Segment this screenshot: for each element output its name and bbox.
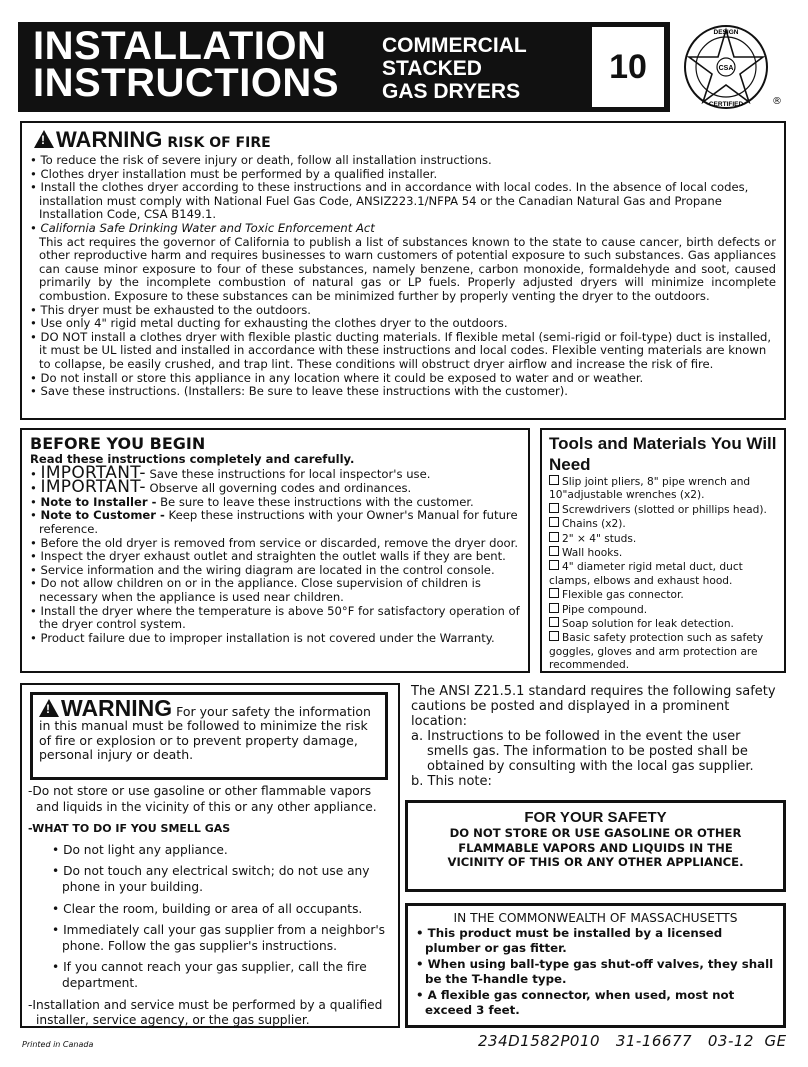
document-title (33, 24, 339, 105)
tools-item-text: Screwdrivers (slotted or phillips head). (562, 503, 767, 516)
before-bullet: • Inspect the dryer exhaust outlet and straighten the outlet walls if they are bent. (30, 550, 520, 564)
seal-center-text: CSA (718, 65, 734, 72)
warning-fire-title: WARNING (56, 127, 163, 152)
warning-triangle-icon (39, 699, 59, 717)
before-bullet: • Do not allow children on or in the appliance. Close supervision of children is necessary when the appliance is used near children. (30, 577, 520, 604)
tools-item-text: Slip joint pliers, 8" pipe wrench and 10"adjustable wrenches (x2). (549, 476, 751, 502)
checkbox-icon (549, 631, 559, 641)
checkbox-icon (549, 546, 559, 556)
before-lead: Read these instructions completely and carefully. (30, 452, 355, 466)
note-installer-text: Be sure to leave these instructions with the customer. (156, 494, 474, 509)
mass-title: IN THE COMMONWEALTH OF MASSACHUSETTS (453, 911, 738, 925)
smell-gas-bullet: • Immediately call your gas supplier from a neighbor's phone. Follow the gas supplier's instructions. (50, 923, 392, 954)
checkbox-icon (549, 475, 559, 485)
tools-item (549, 603, 777, 617)
tools-item (549, 588, 777, 602)
fire-bullet: • Use only 4" rigid metal ducting for exhausting the clothes dryer to the outdoors. (30, 317, 776, 331)
tools-item-text: Flexible gas connector. (562, 589, 684, 602)
gas-warning-rest-text: in this manual must be followed to minimize the risk of fire or explosion or to prevent property damage, personal injury or death. (39, 718, 368, 763)
gas-warning-text (39, 695, 379, 763)
ansi-item-b: b. This note: (411, 774, 492, 789)
warning-fire-content (30, 154, 776, 399)
safety-title: FOR YOUR SAFETY (524, 809, 667, 826)
tools-item-text: 2" × 4" studs. (562, 532, 637, 545)
tools-item (549, 546, 777, 560)
checkbox-icon (549, 588, 559, 598)
tools-item-text: Soap solution for leak detection. (562, 618, 734, 631)
document-code: 234D1582P010 31-16677 03-12 GE (478, 1032, 787, 1050)
fire-bullet: • Install the clothes dryer according to these instructions and in accordance with local codes. In the absence of local codes, installation must comply with National Fuel Gas Code, ANSIZ223.1/NFPA 54 or the Canadian Natural Gas and Propane Installation Code, CSA B149.1. (30, 181, 776, 222)
fire-bullet: • Clothes dryer installation must be performed by a qualified installer. (30, 168, 776, 182)
mass-bullet: • A flexible gas connector, when used, most not exceed 3 feet. (416, 988, 775, 1019)
tools-item-text: Pipe compound. (562, 603, 648, 616)
important-label: IMPORTANT- (40, 462, 146, 483)
safety-text: DO NOT STORE OR USE GASOLINE OR OTHER FLAMMABLE VAPORS AND LIQUIDS IN THE VICINITY OF THIS OR ANY OTHER APPLIANCE. (447, 826, 744, 870)
before-bullet: • Install the dryer where the temperature is above 50°F for satisfactory operation of the dryer control system. (30, 605, 520, 632)
important-text: Save these instructions for local inspector's use. (145, 466, 431, 481)
warning-fire-subtitle: RISK OF FIRE (167, 135, 271, 151)
title-line-2: INSTRUCTIONS (33, 61, 339, 105)
tools-item-text: Chains (x2). (562, 518, 626, 531)
tools-item (549, 631, 777, 672)
ansi-section (411, 684, 781, 789)
important-label: IMPORTANT- (40, 477, 146, 498)
note-customer-text: Keep these instructions with your Owner's Manual for future reference. (39, 508, 518, 536)
smell-gas-title: WHAT TO DO IF YOU SMELL GAS (32, 822, 231, 836)
smell-gas-bullet: • Clear the room, building or area of all occupants. (50, 902, 392, 918)
tools-item (549, 560, 777, 588)
important-text: Observe all governing codes and ordinances. (145, 481, 412, 496)
for-your-safety-box (405, 800, 786, 892)
gas-dash-2-text: Installation and service must be performed by a qualified installer, service agency, or the gas supplier. (32, 997, 383, 1028)
smell-gas-bullet: • Do not light any appliance. (50, 843, 392, 859)
tools-item-text: 4" diameter rigid metal duct, duct clamps, elbows and exhaust hood. (549, 561, 743, 587)
ansi-intro: The ANSI Z21.5.1 standard requires the following safety cautions be posted and displayed in a prominent location: (411, 684, 776, 729)
seal-top-text: DESIGN (713, 29, 739, 36)
checkbox-icon (549, 503, 559, 513)
mass-bullet: • This product must be installed by a licensed plumber or gas fitter. (416, 926, 775, 957)
tools-item (549, 532, 777, 546)
california-act-text: This act requires the governor of California to publish a list of substances known to the state to cause cancer, birth defects or other reproductive harm and requires businesses to warn customers of potential exposure to such substances. Gas appliances can cause minor exposure to four of these substances, namely benzene, carbon monoxide, formaldehyde and soot, caused primarily by the incomplete combustion of natural gas or LP fuels. Properly adjusted dryers will minimize incomplete combustion. Exposure to these substances can be minimized further by properly venting the dryer to the outdoors. (39, 234, 776, 303)
mass-list (416, 926, 775, 1018)
ansi-item-a: a. Instructions to be followed in the event the user smells gas. The information to be posted shall be obtained by consulting with the local gas supplier. (411, 729, 754, 774)
fire-bullet: • This dryer must be exhausted to the outdoors. (30, 304, 776, 318)
tools-list (549, 475, 777, 673)
fire-bullet: • To reduce the risk of severe injury or death, follow all installation instructions. (30, 154, 776, 168)
before-content (30, 453, 520, 645)
checkbox-icon (549, 560, 559, 570)
checkbox-icon (549, 532, 559, 542)
warning-triangle-icon (34, 130, 54, 148)
seal-bottom-text: CERTIFIED (708, 101, 744, 108)
design-certified-seal-icon (683, 22, 769, 112)
gas-instructions (28, 784, 392, 1029)
california-act-title: • California Safe Drinking Water and Toxic Enforcement Act (30, 222, 776, 236)
subtitle-line-2: STACKED (382, 57, 482, 80)
tools-item (549, 517, 777, 531)
tools-item (549, 503, 777, 517)
fire-bullet: • Do not install or store this appliance in any location where it could be exposed to water and or weather. (30, 372, 776, 386)
mass-bullet: • When using ball-type gas shut-off valves, they shall be the T-handle type. (416, 957, 775, 988)
tools-materials-box (540, 428, 786, 673)
document-subtitle (382, 34, 527, 103)
document-number: 10 (592, 27, 664, 107)
gas-warning-inner-box (30, 692, 388, 780)
note-customer-label: Note to Customer - (40, 508, 165, 523)
checkbox-icon (549, 603, 559, 613)
warning-fire-heading (34, 127, 776, 153)
tools-item-text: Wall hooks. (562, 547, 623, 560)
before-bullet: • Before the old dryer is removed from service or discarded, remove the dryer door. (30, 537, 520, 551)
printed-in-canada: Printed in Canada (22, 1040, 94, 1049)
before-title: BEFORE YOU BEGIN (30, 434, 206, 453)
gas-dash-2: -Installation and service must be performed by a qualified installer, service agency, or the gas supplier. (28, 997, 383, 1028)
before-bullet: • Product failure due to improper installation is not covered under the Warranty. (30, 632, 520, 646)
gas-warning-inline-text: For your safety the information (176, 704, 371, 719)
checkbox-icon (549, 617, 559, 627)
gas-dash-1-text: Do not store or use gasoline or other flammable vapors and liquids in the vicinity of this or any other appliance. (32, 784, 377, 814)
checkbox-icon (549, 517, 559, 527)
tools-item (549, 475, 777, 503)
smell-gas-bullet: • Do not touch any electrical switch; do not use any phone in your building. (50, 864, 392, 895)
gas-warning-title: WARNING (61, 695, 173, 721)
fire-bullet: • Save these instructions. (Installers: Be sure to leave these instructions with the customer). (30, 385, 776, 399)
title-line-1: INSTALLATION (33, 24, 327, 68)
smell-gas-bullet: • If you cannot reach your gas supplier, call the fire department. (50, 960, 392, 991)
gas-dash-1: -Do not store or use gasoline or other flammable vapors and liquids in the vicinity of this or any other appliance. (28, 784, 377, 814)
registered-mark: ® (772, 96, 782, 107)
subtitle-line-1: COMMERCIAL (382, 34, 527, 57)
fire-bullet: • DO NOT install a clothes dryer with flexible plastic ducting materials. If flexible metal (semi-rigid or foil-type) duct is installed, it must be UL listed and installed in accordance with these instructions and local codes. Flexible venting materials are known to collapse, be easily crushed, and trap lint. These conditions will obstruct dryer airflow and increase the risk of fire. (30, 331, 776, 372)
smell-gas-heading: -WHAT TO DO IF YOU SMELL GAS (28, 822, 231, 836)
subtitle-line-3: GAS DRYERS (382, 80, 521, 103)
tools-item-text: Basic safety protection such as safety goggles, gloves and arm protection are recommended. (549, 632, 764, 672)
tools-title: Tools and Materials You Will Need (549, 434, 777, 474)
warning-fire-box (20, 121, 786, 420)
massachusetts-box (405, 903, 786, 1028)
tools-item (549, 617, 777, 631)
before-you-begin-box (20, 428, 530, 673)
note-installer-label: Note to Installer - (40, 494, 157, 509)
before-bullet: • Service information and the wiring diagram are located in the control console. (30, 564, 520, 578)
